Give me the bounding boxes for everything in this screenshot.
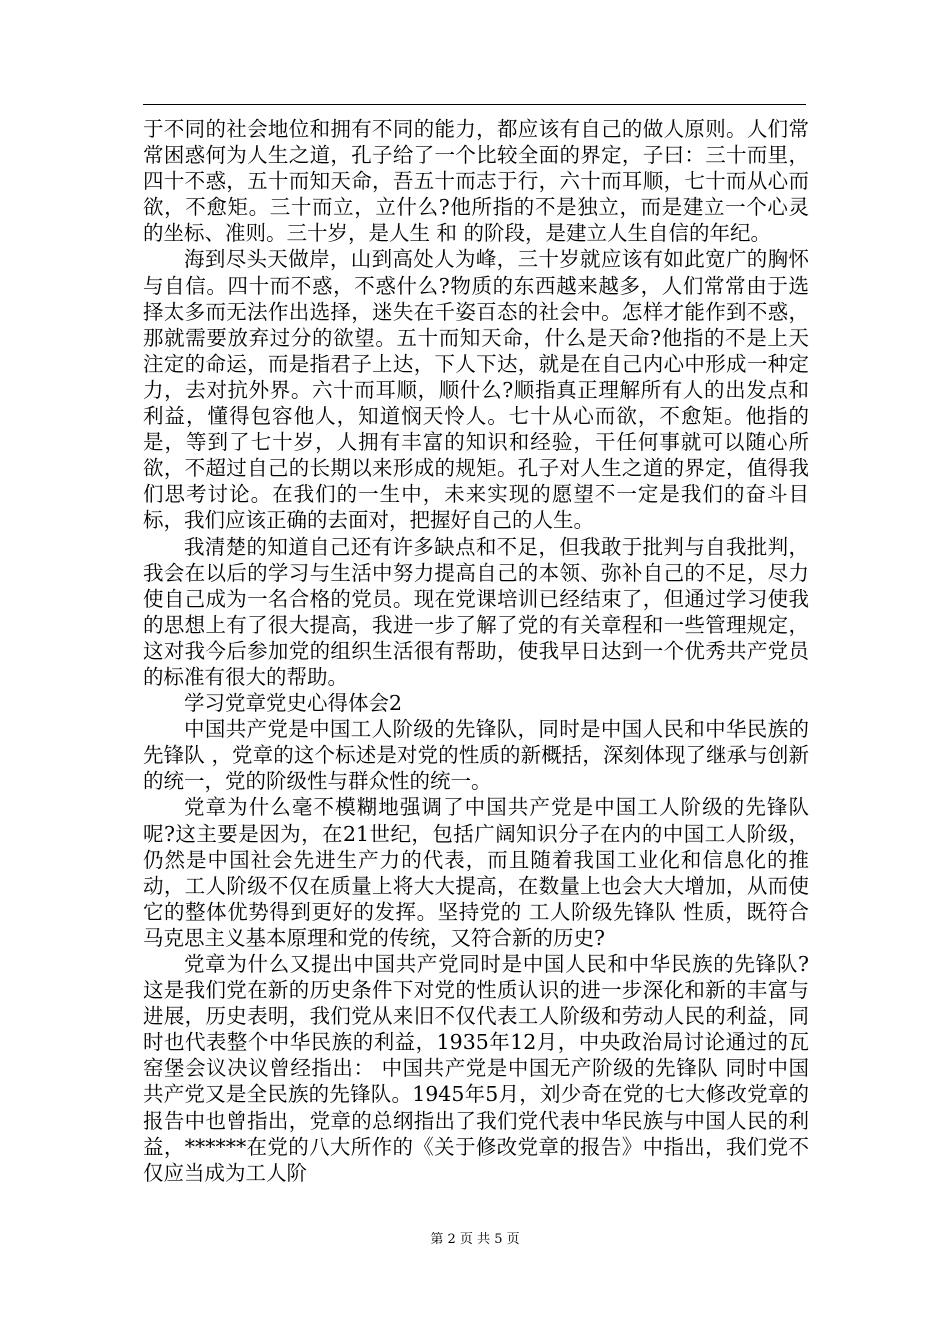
paragraph: 党章为什么又提出中国共产党同时是中国人民和中华民族的先锋队?这是我们党在新的历史条件下对党的性质认识的进一步深化和新的丰富与进展，历史表明，我们党从来旧不仅代表工人阶级和劳动人民的利益，同时也代表整个中华民族的利益，1935年12月，中央政治局讨论通过的瓦窑堡会议决议曾经指出： 中国共产党是中国无产阶级的先锋队 同时中国共产党又是全民族的先锋队。1945年5月，刘少奇在党的七大修改党章的报告中也曾指出，党章的总纲指出了我们党代表中华民族与中国人民的利益，******在党的八大所作的《关于修改党章的报告》中指出，我们党不仅应当成为工人阶 bbox=[143, 952, 809, 1185]
paragraph: 党章为什么毫不模糊地强调了中国共产党是中国工人阶级的先锋队呢?这主要是因为，在21世纪，包括广阔知识分子在内的中国工人阶级，仍然是中国社会先进生产力的代表，而且随着我国工业化和信息化的推动，工人阶级不仅在质量上将大大提高，在数量上也会大大增加，从而使它的整体优势得到更好的发挥。坚持党的 工人阶级先锋队 性质，既符合马克思主义基本原理和党的传统，又符合新的历史? bbox=[143, 795, 809, 950]
header-rule bbox=[143, 104, 806, 105]
page-number-footer: 第 2 页 共 5 页 bbox=[430, 1232, 520, 1247]
body-text bbox=[143, 116, 809, 1186]
paragraph: 于不同的社会地位和拥有不同的能力，都应该有自己的做人原则。人们常常困惑何为人生之道，孔子给了一个比较全面的界定，子曰：三十而里，四十不惑，五十而知天命，吾五十而志于行，六十而耳顺，七十而从心而欲，不愈矩。三十而立，立什么?他所指的不是独立，而是建立一个心灵的坐标、准则。三十岁，是人生 和 的阶段，是建立人生自信的年纪。 bbox=[143, 117, 809, 246]
paragraph: 中国共产党是中国工人阶级的先锋队，同时是中国人民和中华民族的先锋队 ，党章的这个标述是对党的性质的新概括，深刻体现了继承与创新的统一，党的阶级性与群众性的统一。 bbox=[143, 717, 809, 794]
section-heading: 学习党章党史心得体会2 bbox=[184, 691, 403, 716]
paragraph: 海到尽头天做岸，山到高处人为峰，三十岁就应该有如此宽广的胸怀与自信。四十而不惑，不惑什么?物质的东西越来越多，人们常常由于选择太多而无法作出选择，迷失在千姿百态的社会中。怎样才能作到不惑，那就需要放弃过分的欲望。五十而知天命，什么是天命?他指的不是上天注定的命运，而是指君子上达，下人下达，就是在自己内心中形成一种定力，去对抗外界。六十而耳顺，顺什么?顺指真正理解所有人的出发点和利益，懂得包容他人，知道悯天怜人。七十从心而欲，不愈矩。他指的是，等到了七十岁，人拥有丰富的知识和经验，干任何事就可以随心所欲，不超过自己的长期以来形成的规矩。孔子对人生之道的界定，值得我们思考讨论。在我们的一生中，未来实现的愿望不一定是我们的奋斗目标，我们应该正确的去面对，把握好自己的人生。 bbox=[143, 247, 809, 533]
paragraph: 我清楚的知道自己还有许多缺点和不足，但我敢于批判与自我批判，我会在以后的学习与生活中努力提高自己的本领、弥补自己的不足，尽力使自己成为一名合格的党员。现在党课培训已经结束了，但通过学习使我的思想上有了很大提高，我进一步了解了党的有关章程和一些管理规定，这对我今后参加党的组织生活很有帮助，使我早日达到一个优秀共产党员的标准有很大的帮助。 bbox=[143, 534, 809, 689]
